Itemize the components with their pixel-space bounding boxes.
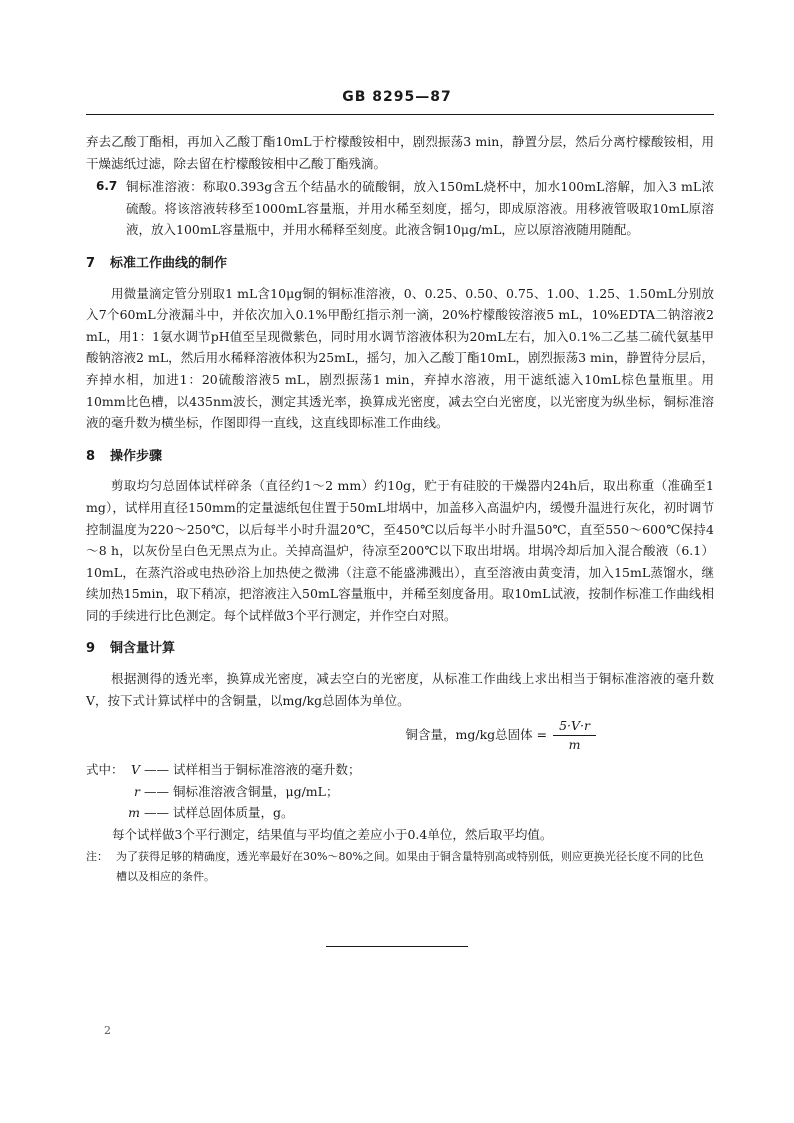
page-header: GB 8295—87 bbox=[342, 89, 452, 105]
formula-fraction bbox=[553, 717, 596, 753]
formula-lhs: 铜含量，mg/kg总固体 = bbox=[405, 727, 548, 743]
document-body bbox=[86, 131, 714, 887]
end-rule bbox=[326, 946, 468, 947]
definition-symbol: r bbox=[134, 783, 140, 799]
definition-text: —— 铜标准溶液含铜量，μg/mL； bbox=[144, 783, 339, 799]
section-9-heading bbox=[86, 638, 714, 660]
definition-symbol: m bbox=[128, 805, 140, 821]
definition-row bbox=[86, 759, 714, 781]
section-8-heading bbox=[86, 446, 714, 468]
section-number: 9 bbox=[86, 641, 96, 657]
defs-lead: 式中： bbox=[86, 762, 124, 778]
clause-text: 铜标准溶液：称取0.393g含五个结晶水的硫酸铜，放入150mL烧杯中，加水100mL溶解，加入3 mL浓硫酸。将该溶液转移至1000mL容量瓶，并用水稀至刻度，摇匀，即成原溶液。用移液管吸取10mL原溶液，放入100mL容量瓶中，并用水稀释至刻度。此液含铜10μg/mL，应以原溶液随用随配。 bbox=[126, 179, 714, 238]
section-title: 标准工作曲线的制作 bbox=[110, 255, 228, 271]
intro-paragraph: 弃去乙酸丁酯相，再加入乙酸丁酯10mL于柠檬酸铵相中，剧烈振荡3 min，静置分层，然后分离柠檬酸铵相，用干燥滤纸过滤，除去留在柠檬酸铵相中乙酸丁酯残滴。 bbox=[86, 134, 714, 171]
clause-6-7 bbox=[86, 176, 714, 241]
defs-spacer bbox=[86, 802, 126, 824]
section-7-text: 用微量滴定管分别取1 mL含10μg铜的铜标准溶液，0、0.25、0.50、0.75、1.00、1.25、1.50mL分别放入7个60mL分液漏斗中，并依次加入0.1%甲酚红指示剂一滴，20%柠檬酸铵溶液5 mL，10%EDTA二钠溶液2 mL，用1：1氨水调节pH值至呈现微紫色，同时用水调节溶液体积为20mL左右，加入0.1%二乙基二硫代氨基甲酸钠溶液2 mL，然后用水稀释溶液体积为25mL，摇匀，加入乙酸丁酯10mL，剧烈振荡3 min，静置待分层后，弃掉水相，加进1：20硫酸溶液5 mL，剧烈振荡1 min，弃掉水溶液，用干滤纸滤入10mL棕色量瓶里。用10mm比色槽，以435nm波长，测定其透光率，换算成光密度，减去空白光密度，以光密度为纵坐标，铜标准溶液的毫升数为横坐标，作图即得一直线，这直线即标准工作曲线。 bbox=[86, 285, 714, 431]
defs-spacer bbox=[86, 781, 126, 803]
page-number: 2 bbox=[104, 1024, 111, 1037]
formula-denominator: m bbox=[568, 737, 581, 753]
section-title: 操作步骤 bbox=[110, 448, 163, 464]
definition-row bbox=[86, 781, 714, 803]
definition-symbol: V bbox=[130, 762, 140, 778]
note bbox=[86, 847, 714, 887]
variable-definitions bbox=[86, 759, 714, 824]
definition-row bbox=[86, 802, 714, 824]
averaging-paragraph: 每个试样做3个平行测定，结果值与平均值之差应小于0.4单位，然后取平均值。 bbox=[112, 827, 553, 843]
note-label: 注： bbox=[86, 849, 108, 863]
section-8-text: 剪取均匀总固体试样碎条（直径约1～2 mm）约10g，贮于有硅胶的干燥器内24h后，取出称重（准确至1 mg），试样用直径150mm的定量滤纸包住置于50mL坩埚中，加盖移入高温炉内，缓慢升温进行灰化，初时调节控制温度为220～250℃，以后每半小时升温20℃，至450℃以后每半小时升温50℃，直至550～600℃保持4～8 h，以灰份呈白色无黑点为止。关掉高温炉，待凉至200℃以下取出坩埚。坩埚冷却后加入混合酸液（6.1）10mL，在蒸汽浴或电热砂浴上加热使之微沸（注意不能盛沸溅出），直至溶液由黄变清，加入15mL蒸馏水，继续加热15min，取下稍凉，把溶液注入50mL容量瓶中，并稀至刻度备用。取10mL试液，按制作标准工作曲线相同的手续进行比色测定。每个试样做3个平行测定，并作空白对照。 bbox=[86, 478, 714, 623]
section-number: 7 bbox=[86, 255, 96, 271]
definition-text: —— 试样相当于铜标准溶液的毫升数； bbox=[144, 762, 361, 778]
clause-number: 6.7 bbox=[96, 179, 118, 194]
section-7-heading bbox=[86, 253, 714, 275]
copper-formula bbox=[86, 717, 714, 753]
definition-text: —— 试样总固体质量，g。 bbox=[144, 805, 294, 821]
section-number: 8 bbox=[86, 448, 96, 464]
section-title: 铜含量计算 bbox=[110, 641, 176, 657]
header-rule bbox=[86, 114, 714, 115]
note-text: 为了获得足够的精确度，透光率最好在30%～80%之间。如果由于铜含量特别高或特别低，则应更换光径长度不同的比色槽以及相应的条件。 bbox=[116, 849, 704, 883]
formula-numerator: 5·V·r bbox=[553, 717, 596, 736]
section-9-text: 根据测得的透光率，换算成光密度，减去空白的光密度，从标准工作曲线上求出相当于铜标准溶液的毫升数V，按下式计算试样中的含铜量，以mg/kg总固体为单位。 bbox=[86, 671, 714, 708]
